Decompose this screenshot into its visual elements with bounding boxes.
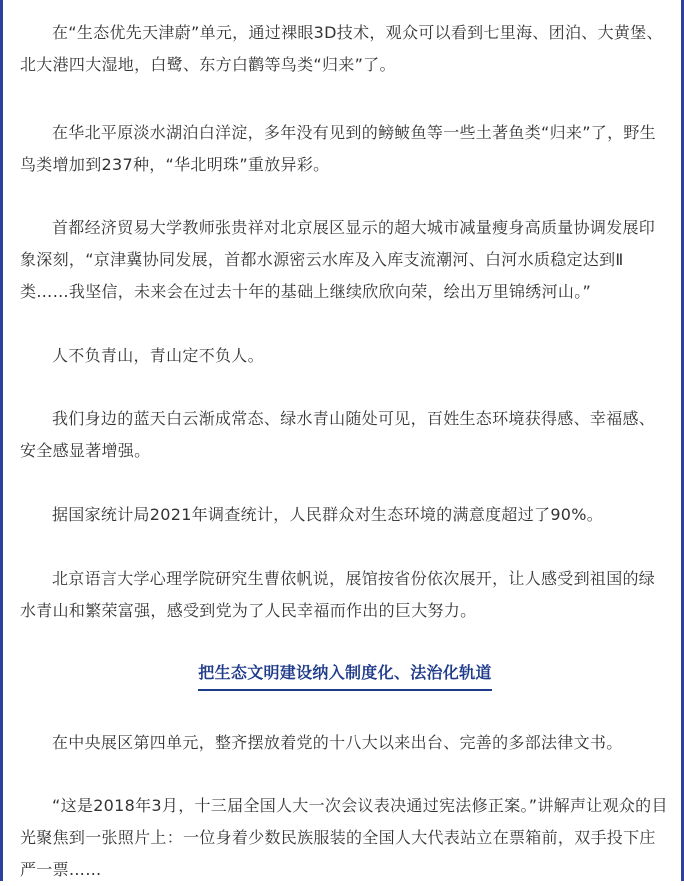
paragraph: 我们身边的蓝天白云渐成常态、绿水青山随处可见，百姓生态环境获得感、幸福感、安全感显著增强。 bbox=[20, 409, 656, 460]
section-heading: 把生态文明建设纳入制度化、法治化轨道 bbox=[198, 660, 491, 691]
paragraph: 首都经济贸易大学教师张贵祥对北京展区显示的超大城市减量瘦身高质量协调发展印象深刻，“京津冀协同发展，首都水源密云水库及入库支流潮河、白河水质稳定达到Ⅱ类……我坚信，未来会在过去十年的基础上继续欣欣向荣，绘出万里锦绣河山。” bbox=[20, 218, 656, 301]
paragraph: 北京语言大学心理学院研究生曹依帆说，展馆按省份依次展开，让人感受到祖国的绿水青山和繁荣富强，感受到党为了人民幸福而作出的巨大努力。 bbox=[20, 569, 656, 620]
paragraph: “这是2018年3月，十三届全国人大一次会议表决通过宪法修正案。”讲解声让观众的目光聚焦到一张照片上：一位身着少数民族服装的全国人大代表站立在票箱前，双手投下庄严一票…… bbox=[20, 796, 668, 879]
paragraph: 在“生态优先天津蔚”单元，通过裸眼3D技术，观众可以看到七里海、团泊、大黄堡、北大港四大湿地，白鹭、东方白鹳等鸟类“归来”了。 bbox=[20, 23, 663, 74]
section-heading-wrap bbox=[20, 660, 670, 691]
paragraph: 人不负青山，青山定不负人。 bbox=[52, 346, 264, 365]
paragraph: 在华北平原淡水湖泊白洋淀，多年没有见到的鳑鲏鱼等一些土著鱼类“归来”了，野生鸟类增加到237种，“华北明珠”重放异彩。 bbox=[20, 123, 656, 174]
paragraph: 据国家统计局2021年调查统计，人民群众对生态环境的满意度超过了90%。 bbox=[52, 505, 604, 524]
paragraph: 在中央展区第四单元，整齐摆放着党的十八大以来出台、完善的多部法律文书。 bbox=[52, 733, 623, 752]
